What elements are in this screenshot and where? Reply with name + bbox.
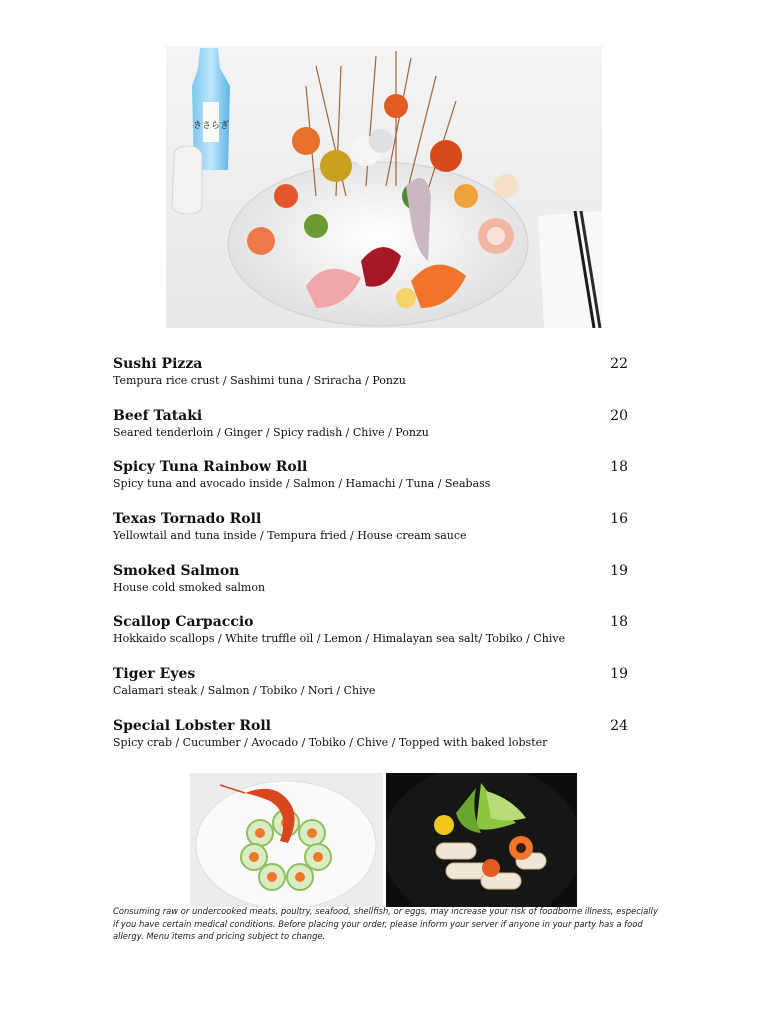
menu-item-price: 24 <box>610 717 628 734</box>
menu-item-description: House cold smoked salmon <box>113 580 266 594</box>
menu-item <box>113 458 628 510</box>
menu-item <box>113 407 628 459</box>
menu-item-name: Tiger Eyes <box>113 666 196 683</box>
menu-item-name: Beef Tataki <box>113 407 203 424</box>
menu-item-name: Scallop Carpaccio <box>113 614 254 631</box>
bottle-label: きさらぎ <box>192 121 230 131</box>
menu-item-name: Smoked Salmon <box>113 562 240 579</box>
menu-list <box>113 355 628 769</box>
menu-item-description: Spicy crab / Cucumber / Avocado / Tobiko / Chive / Topped with baked lobster <box>113 735 548 749</box>
tiger-eyes-photo <box>386 773 577 907</box>
menu-item <box>113 510 628 562</box>
menu-item-price: 16 <box>610 511 628 528</box>
menu-item-description: Spicy tuna and avocado inside / Salmon / Hamachi / Tuna / Seabass <box>113 477 491 491</box>
menu-item-name: Special Lobster Roll <box>113 717 271 734</box>
menu-item-name: Texas Tornado Roll <box>113 511 262 528</box>
menu-item-price: 19 <box>610 562 628 579</box>
menu-item-description: Tempura rice crust / Sashimi tuna / Sriracha / Ponzu <box>113 374 406 387</box>
menu-item-price: 22 <box>610 356 628 372</box>
menu-item-name: Sushi Pizza <box>113 356 203 372</box>
menu-item-price: 18 <box>610 614 628 631</box>
food-safety-disclaimer: Consuming raw or undercooked meats, poultry, seafood, shellfish, or eggs, may increase your risk of foodborne illness, especially if you have certain medical conditions. Before placing your order, please inform your server if anyone in your party has a food allergy. Menu items and pricing subject to change. <box>113 906 658 941</box>
menu-item-description: Calamari steak / Salmon / Tobiko / Nori / Chive <box>113 684 376 698</box>
menu-item-name: Spicy Tuna Rainbow Roll <box>113 459 308 476</box>
menu-item <box>113 355 628 407</box>
sashimi-platter-image <box>166 46 602 328</box>
menu-item <box>113 562 628 614</box>
menu-item-price: 20 <box>610 407 628 424</box>
hero-photo <box>166 46 602 328</box>
menu-item-price: 18 <box>610 459 628 476</box>
menu-item-description: Hokkaido scallops / White truffle oil / Lemon / Himalayan sea salt/ Tobiko / Chive <box>113 632 566 646</box>
lobster-roll-photo <box>190 773 383 907</box>
menu-item-description: Seared tenderloin / Ginger / Spicy radish / Chive / Ponzu <box>113 425 429 439</box>
tiger-eyes-image <box>386 773 577 907</box>
menu-item <box>113 613 628 665</box>
menu-item-description: Yellowtail and tuna inside / Tempura fried / House cream sauce <box>113 529 467 543</box>
lobster-roll-image <box>190 773 383 907</box>
menu-item-price: 19 <box>610 666 628 683</box>
menu-item <box>113 717 628 769</box>
menu-item <box>113 665 628 717</box>
